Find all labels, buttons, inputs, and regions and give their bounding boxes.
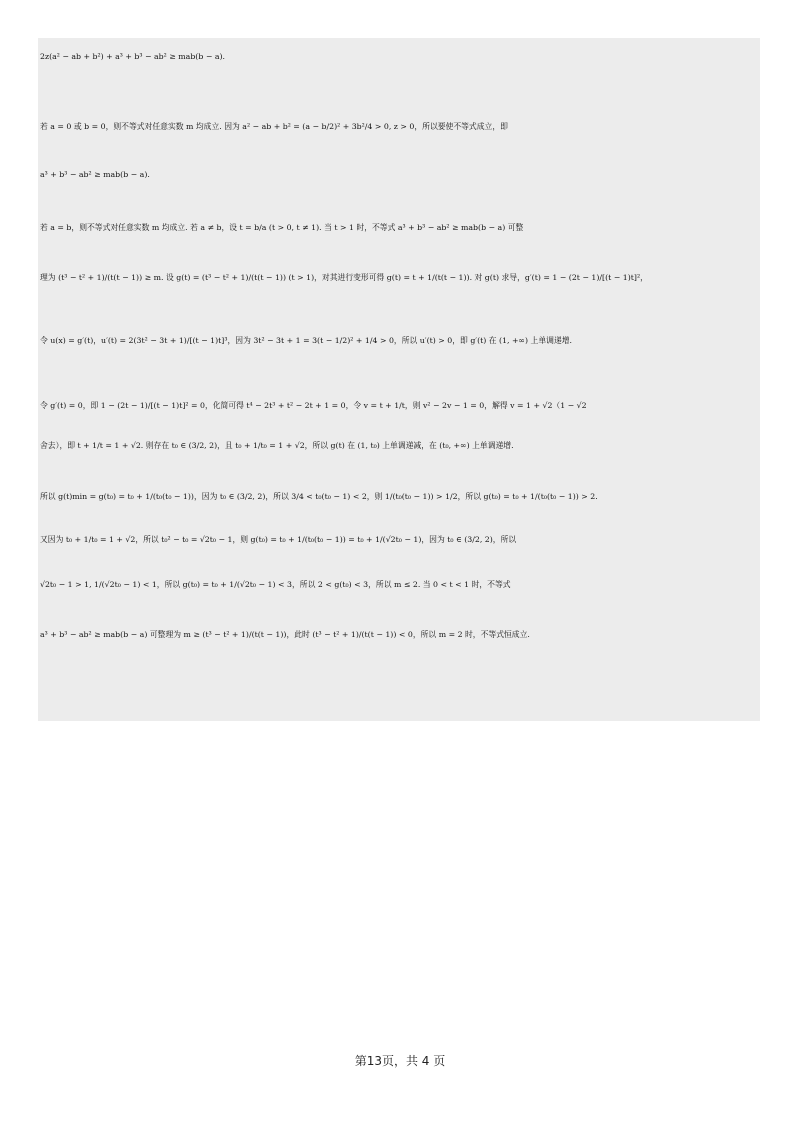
solution-line-6: 令 u(x) = g′(t)，u′(t) = 2(3t² − 3t + 1)/[(t − 1)t]³，因为 3t² − 3t + 1 = 3(t − 1/2)² + 1/4 > 0，所以 u′(t) > 0，即 g′(t) 在 (1, +∞) 上单调递增. xyxy=(40,336,573,345)
solution-block xyxy=(38,38,760,721)
solution-line-3: a³ + b³ − ab² ≥ mab(b − a). xyxy=(40,170,150,179)
solution-line-5: 理为 (t³ − t² + 1)/(t(t − 1)) ≥ m. 设 g(t) = (t³ − t² + 1)/(t(t − 1)) (t > 1)，对其进行变形可得 g(t) = t + 1/(t(t − 1)). 对 g(t) 求导，g′(t) = 1 − (2t − 1)/[(t − 1)t]²， xyxy=(40,273,648,282)
solution-line-2: 若 a = 0 或 b = 0，则不等式对任意实数 m 均成立. 因为 a² − ab + b² = (a − b/2)² + 3b²/4 > 0, z > 0，所以要使不等式成立，即 xyxy=(40,122,508,131)
solution-line-11: √2t₀ − 1 > 1, 1/(√2t₀ − 1) < 1，所以 g(t₀) = t₀ + 1/(√2t₀ − 1) < 3，所以 2 < g(t₀) < 3，所以 m ≤ 2. 当 0 < t < 1 时，不等式 xyxy=(40,580,511,589)
solution-line-10: 又因为 t₀ + 1/t₀ = 1 + √2，所以 t₀² − t₀ = √2t₀ − 1，则 g(t₀) = t₀ + 1/(t₀(t₀ − 1)) = t₀ + 1/(√2t₀ − 1)，因为 t₀ ∈ (3/2, 2)，所以 xyxy=(40,535,517,544)
solution-line-1: 2z(a² − ab + b²) + a³ + b³ − ab² ≥ mab(b − a). xyxy=(40,52,226,61)
solution-line-7: 令 g′(t) = 0，即 1 − (2t − 1)/[(t − 1)t]² = 0，化简可得 t⁴ − 2t³ + t² − 2t + 1 = 0，令 v = t + 1/t，则 v² − 2v − 1 = 0，解得 v = 1 + √2（1 − √2 xyxy=(40,401,587,410)
solution-line-8: 舍去），即 t + 1/t = 1 + √2. 则存在 t₀ ∈ (3/2, 2)，且 t₀ + 1/t₀ = 1 + √2，所以 g(t) 在 (1, t₀) 上单调递减，在 (t₀, +∞) 上单调递增. xyxy=(40,441,514,450)
page-footer: 第13页，共 4 页 xyxy=(354,1054,446,1068)
solution-line-12: a³ + b³ − ab² ≥ mab(b − a) 可整理为 m ≥ (t³ − t² + 1)/(t(t − 1))，此时 (t³ − t² + 1)/(t(t − 1)) < 0，所以 m = 2 时，不等式恒成立. xyxy=(40,630,530,639)
solution-line-4: 若 a = b，则不等式对任意实数 m 均成立. 若 a ≠ b，设 t = b/a (t > 0, t ≠ 1). 当 t > 1 时，不等式 a³ + b³ − ab² ≥ mab(b − a) 可整 xyxy=(40,223,524,232)
solution-line-9: 所以 g(t)min = g(t₀) = t₀ + 1/(t₀(t₀ − 1))，因为 t₀ ∈ (3/2, 2)，所以 3/4 < t₀(t₀ − 1) < 2，则 1/(t₀(t₀ − 1)) > 1/2，所以 g(t₀) = t₀ + 1/(t₀(t₀ − 1)) > 2. xyxy=(40,492,598,501)
